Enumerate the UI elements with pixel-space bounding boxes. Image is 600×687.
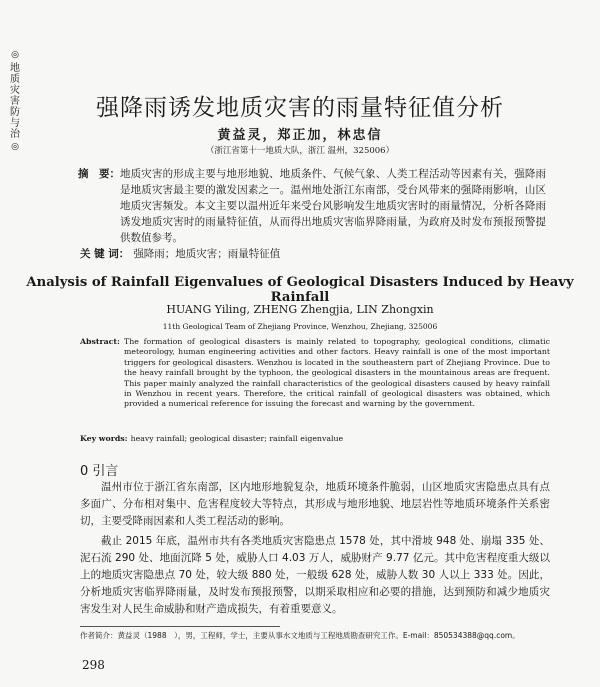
abstract-cn xyxy=(80,166,546,246)
affiliation-cn: （浙江省第十一地质大队，浙江 温州，325006） xyxy=(205,146,395,156)
side-char: 灾 xyxy=(10,85,20,96)
paper-title: 强降雨诱发地质灾害的雨量特征值分析 xyxy=(96,95,504,122)
authors-en: HUANG Yiling, ZHENG Zhengjia, LIN Zhongxin xyxy=(166,303,434,316)
author-footnote: 作者简介：黄益灵（1988 ），男，工程师，学士，主要从事水文地质与工程地质勘查研究工作。E-mail：850534388@qq.com。 xyxy=(80,631,520,640)
side-char: 害 xyxy=(10,96,20,107)
keywords-en xyxy=(80,434,550,443)
side-char: 与 xyxy=(10,118,20,129)
page-number: 298 xyxy=(82,658,105,672)
section-heading: 0 引言 xyxy=(80,464,119,479)
side-char: 地 xyxy=(10,63,20,74)
body-paragraph: 温州市位于浙江省东南部，区内地形地貌复杂，地质环境条件脆弱，山区地质灾害隐患点具有点多面广、分布相对集中、危害程度较大等特点，其形成与地形地貌、地层岩性等地质环境条件关系密切，主要受降雨因素和人类工程活动的影响。 xyxy=(80,481,550,527)
abstract-en xyxy=(80,337,550,410)
affiliation-en: 11th Geological Team of Zhejiang Province, Wenzhou, Zhejiang, 325006 xyxy=(162,322,438,331)
keywords-cn-text: 强降雨；地质灾害；雨量特征值 xyxy=(133,248,281,260)
footnote-divider xyxy=(80,626,280,627)
side-char: 防 xyxy=(10,107,20,118)
side-char: 质 xyxy=(10,74,20,85)
abstract-en-label: Abstract: xyxy=(80,337,120,346)
abstract-en-text: The formation of geological disasters is mainly related to topography, geological conditions, climatic meteorology, human engineering activities and other factors. Heavy rainfall is one of the most important triggers for geological disasters. Wenzhou is located in the southeastern part of Zhejiang Province. Due to the heavy rainfall brought by the typhoon, the geological disasters in the mountainous areas are frequent. This paper mainly analyzed the rainfall characteristics of the geological disasters caused by heavy rainfall in Wenzhou in recent years. Therefore, the critical rainfall of geological disasters was obtained, which provided a numerical reference for issuing the forecast and warning by the government. xyxy=(124,337,550,409)
keywords-en-label: Key words: xyxy=(80,434,128,443)
keywords-cn xyxy=(80,246,546,261)
keywords-en-text: heavy rainfall; geological disaster; rainfall eigenvalue xyxy=(130,434,344,443)
abstract-cn-label: 摘 要： xyxy=(78,168,120,180)
side-char: 治 xyxy=(10,129,20,140)
bullet-icon: ◎ xyxy=(11,50,19,60)
paper-title-en: Analysis of Rainfall Eigenvalues of Geological Disasters Induced by Heavy Rainfall xyxy=(26,275,574,305)
abstract-cn-text: 地质灾害的形成主要与地形地貌、地质条件、气候气象、人类工程活动等因素有关，强降雨是地质灾害最主要的激发因素之一。温州地处浙江东南部，受台风带来的强降雨影响，山区地质灾害频发。本文主要以温州近年来受台风影响发生地质灾害时的雨量情况，分析各降雨诱发地质灾害时的雨量特征值，从而得出地质灾害临界降雨量，为政府及时发布预报预警提供数值参考。 xyxy=(120,168,546,244)
keywords-cn-label: 关 键 词： xyxy=(80,248,130,260)
bullet-icon: ◎ xyxy=(11,142,19,152)
body-paragraph: 截止 2015 年底，温州市共有各类地质灾害隐患点 1578 处，其中滑坡 948 处、崩塌 335 处、泥石流 290 处、地面沉降 5 处，威胁人口 4.03 万人，威胁财产 9.77 亿元。其中危害程度重大级以上的地质灾害隐患点 70 处，较大级 880 处，一般级 628 处，威胁人数 30 人以上 333 处。因此，分析地质灾害临界降雨量，及时发布预报预警，以期采取相应和必要的措施，达到预防和减少地质灾害发生对人民生命威胁和财产造成损失，有着重要意义。 xyxy=(80,535,550,615)
authors-cn: 黄益灵，郑正加，林忠信 xyxy=(217,128,383,143)
